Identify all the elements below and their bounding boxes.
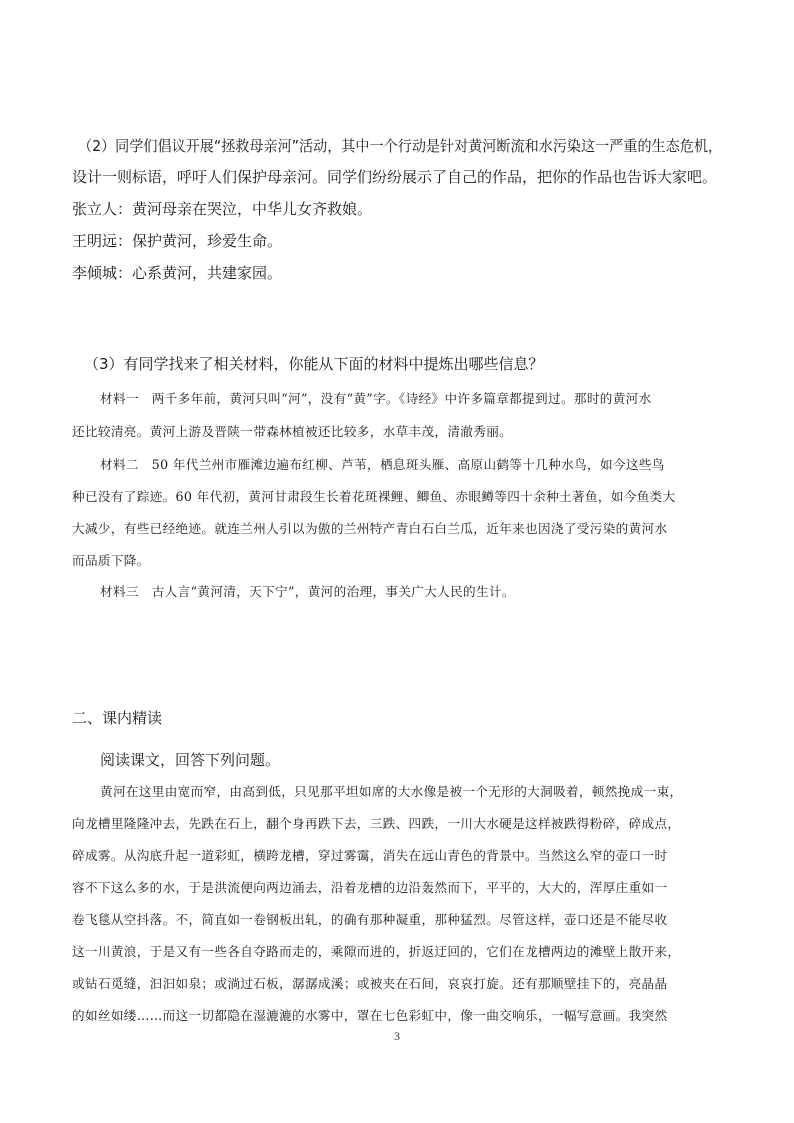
section-heading: 二、课内精读 — [72, 709, 163, 727]
passage-line-3: 碎成雾。从沟底升起一道彩虹，横跨龙槽，穿过雾霭，消失在远山青色的背景中。当然这么窄的壶口一时 — [72, 848, 668, 863]
q3-prompt: （3）有同学找来了相关材料，你能从下面的材料中提炼出哪些信息？ — [84, 355, 544, 373]
passage-line-8: 的如丝如缕……而这一切都隐在湿漉漉的水雾中，罩在七色彩虹中，像一曲交响乐，一幅写意画。我突然 — [72, 1008, 668, 1023]
page-number: 3 — [394, 1029, 400, 1043]
material-2-line-1: 材料二 50 年代兰州市雁滩边遍布红柳、芦苇，栖息斑头雁、高原山鹤等十几种水鸟，如今这些鸟 — [100, 457, 665, 472]
passage-line-5: 卷飞毯从空抖落。不，简直如一卷钢板出轧，的确有那种凝重，那种猛烈。尽管这样，壶口还是不能尽收 — [72, 912, 668, 927]
material-2-line-4: 而品质下降。 — [72, 553, 150, 568]
passage-line-1: 黄河在这里由宽而窄，由高到低，只见那平坦如席的大水像是被一个无形的大洞吸着，顿然挽成一束， — [100, 784, 683, 799]
answer-zhang: 张立人：黄河母亲在哭泣，中华儿女齐救娘。 — [72, 200, 373, 218]
material-2-line-3: 大减少，有些已经绝迹。就连兰州人引以为傲的兰州特产青白石白兰瓜，近年来也因浇了受污染的黄河水 — [72, 521, 668, 536]
material-2-line-2: 种已没有了踪迹。60 年代初，黄河甘肃段生长着花斑裸鲤、鲫鱼、赤眼鳟等四十余种土著鱼，如今鱼类大 — [72, 489, 676, 504]
passage-line-6: 这一川黄浪，于是又有一些各自夺路而走的，乘隙而进的，折返迂回的，它们在龙槽两边的滩壁上散开来， — [72, 944, 681, 959]
material-3-line-1: 材料三 古人言“黄河清，天下宁”，黄河的治理，事关广大人民的生计。 — [100, 584, 515, 599]
answer-li: 李倾城：心系黄河，共建家园。 — [72, 264, 283, 282]
material-1-line-2: 还比较清亮。黄河上游及晋陕一带森林植被还比较多，水草丰茂，清澈秀丽。 — [72, 424, 513, 439]
q2-line-1: （2）同学们倡议开展“拯救母亲河”活动，其中一个行动是针对黄河断流和水污染这一严重的生态危机， — [78, 137, 723, 155]
material-1-line-1: 材料一 两千多年前，黄河只叫“河”，没有“黄”字。《诗经》中许多篇章都提到过。那时的黄河水 — [100, 391, 652, 406]
q2-line-2: 设计一则标语，呼吁人们保护母亲河。同学们纷纷展示了自己的作品，把你的作品也告诉大家吧。 — [72, 168, 718, 186]
passage-line-2: 向龙槽里隆隆冲去，先跌在石上，翻个身再跌下去，三跌、四跌，一川大水硬是这样被跌得粉碎，碎成点， — [72, 816, 681, 831]
section-instruction: 阅读课文，回答下列问题。 — [100, 751, 281, 769]
answer-wang: 王明远：保护黄河，珍爱生命。 — [72, 232, 283, 250]
passage-line-7: 或钻石觅缝，汩汩如泉；或淌过石板，潺潺成溪；或被夹在石间，哀哀打旋。还有那顺壁挂下的，亮晶晶 — [72, 976, 668, 991]
passage-line-4: 容不下这么多的水，于是洪流便向两边涌去，沿着龙槽的边沿轰然而下，平平的，大大的，浑厚庄重如一 — [72, 880, 668, 895]
